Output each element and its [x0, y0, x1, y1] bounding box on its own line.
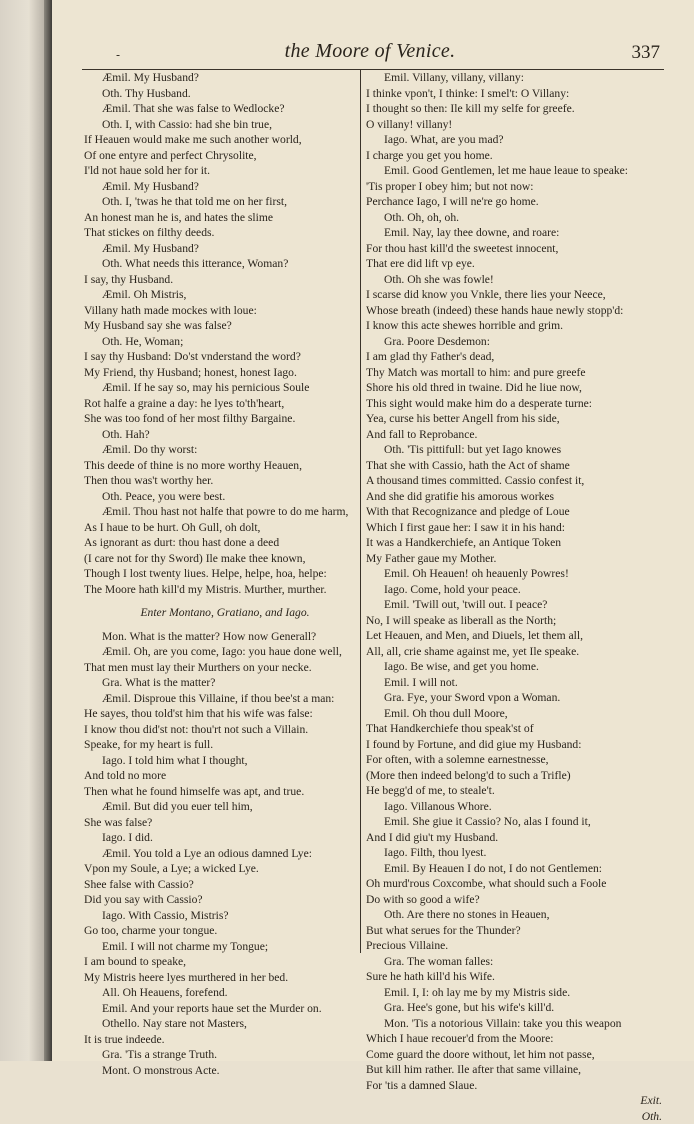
text-line: Do with so good a wife? [366, 892, 662, 908]
text-line: That Handkerchiefe thou speak'st of [366, 721, 662, 737]
text-line: It is true indeede. [84, 1032, 366, 1048]
text-line: Emil. Good Gentlemen, let me haue leaue to speake: [366, 163, 662, 179]
text-line: Exit. [366, 1093, 662, 1109]
text-line: All, all, crie shame against me, yet Ile speake. [366, 644, 662, 660]
text-line [84, 621, 366, 629]
text-line: Oth. I, with Cassio: had she bin true, [84, 117, 366, 133]
text-line: Æmil. But did you euer tell him, [84, 799, 366, 815]
text-line: I thinke vpon't, I thinke: I smel't: O Villany: [366, 86, 662, 102]
text-line: Æmil. You told a Lye an odious damned Lye: [84, 846, 366, 862]
text-line: Othello. Nay stare not Masters, [84, 1016, 366, 1032]
text-line: I say thy Husband: Do'st vnderstand the word? [84, 349, 366, 365]
text-line: That ere did lift vp eye. [366, 256, 662, 272]
text-line: Oth. Oh she was fowle! [366, 272, 662, 288]
text-line: Speake, for my heart is full. [84, 737, 366, 753]
text-line: I thought so then: Ile kill my selfe for greefe. [366, 101, 662, 117]
text-line: Then thou was't worthy her. [84, 473, 366, 489]
text-line: Of one entyre and perfect Chrysolite, [84, 148, 366, 164]
text-line: Emil. I will not. [366, 675, 662, 691]
text-line: Gra. 'Tis a strange Truth. [84, 1047, 366, 1063]
text-line [84, 597, 366, 605]
text-line: This deede of thine is no more worthy Heauen, [84, 458, 366, 474]
text-line: Oth. What needs this itterance, Woman? [84, 256, 366, 272]
text-line: Iago. Be wise, and get you home. [366, 659, 662, 675]
text-line: Oth. Hah? [84, 427, 366, 443]
text-line: Iago. Filth, thou lyest. [366, 845, 662, 861]
text-line: Emil. She giue it Cassio? No, alas I found it, [366, 814, 662, 830]
text-line: I charge you get you home. [366, 148, 662, 164]
text-line: No, I will speake as liberall as the North; [366, 613, 662, 629]
text-line: For often, with a solemne earnestnesse, [366, 752, 662, 768]
text-line: And I did giu't my Husband. [366, 830, 662, 846]
text-line: Go too, charme your tongue. [84, 923, 366, 939]
text-line: Emil. Oh Heauen! oh heauenly Powres! [366, 566, 662, 582]
text-line: Villany hath made mockes with loue: [84, 303, 366, 319]
text-line: As I haue to be hurt. Oh Gull, oh dolt, [84, 520, 366, 536]
text-line: Æmil. Thou hast not halfe that powre to do me harm, [84, 504, 366, 520]
text-line: Emil. By Heauen I do not, I do not Gentlemen: [366, 861, 662, 877]
text-line: Gra. Fye, your Sword vpon a Woman. [366, 690, 662, 706]
text-line: Oth. Peace, you were best. [84, 489, 366, 505]
text-line: Oth. 'Tis pittifull: but yet Iago knowes [366, 442, 662, 458]
text-line: Mon. What is the matter? How now Generall? [84, 629, 366, 645]
text-line: It was a Handkerchiefe, an Antique Token [366, 535, 662, 551]
text-line: Emil. Villany, villany, villany: [366, 70, 662, 86]
text-line: An honest man he is, and hates the slime [84, 210, 366, 226]
left-text-column [84, 70, 366, 1078]
text-line: My Friend, thy Husband; honest, honest Iago. [84, 365, 366, 381]
text-line: Æmil. My Husband? [84, 70, 366, 86]
text-line: Thy Match was mortall to him: and pure greefe [366, 365, 662, 381]
text-line: Shore his old thred in twaine. Did he liue now, [366, 380, 662, 396]
text-line: Enter Montano, Gratiano, and Iago. [84, 605, 366, 621]
text-line: For 'tis a damned Slaue. [366, 1078, 662, 1094]
text-line: Oth. [366, 1109, 662, 1124]
text-line: A thousand times committed. Cassio confest it, [366, 473, 662, 489]
text-line: The Moore hath kill'd my Mistris. Murther, murther. [84, 582, 366, 598]
text-line: Iago. Villanous Whore. [366, 799, 662, 815]
text-line: That she with Cassio, hath the Act of shame [366, 458, 662, 474]
text-line: I am glad thy Father's dead, [366, 349, 662, 365]
running-title: the Moore of Venice. [80, 40, 660, 63]
text-line: Gra. Hee's gone, but his wife's kill'd. [366, 1000, 662, 1016]
text-line: Precious Villaine. [366, 938, 662, 954]
text-line: That stickes on filthy deeds. [84, 225, 366, 241]
text-line: I know this acte shewes horrible and grim. [366, 318, 662, 334]
text-line: Oth. Thy Husband. [84, 86, 366, 102]
text-line: Gra. The woman falles: [366, 954, 662, 970]
text-line: Gra. What is the matter? [84, 675, 366, 691]
text-line: For thou hast kill'd the sweetest innocent, [366, 241, 662, 257]
text-line: But what serues for the Thunder? [366, 923, 662, 939]
text-line: I found by Fortune, and did giue my Husband: [366, 737, 662, 753]
text-line: As ignorant as durt: thou hast done a deed [84, 535, 366, 551]
text-line: Shee false with Cassio? [84, 877, 366, 893]
text-line: O villany! villany! [366, 117, 662, 133]
text-line: Emil. I, I: oh lay me by my Mistris side. [366, 985, 662, 1001]
text-line: Iago. I did. [84, 830, 366, 846]
right-text-column [366, 70, 662, 1124]
text-line: Oh murd'rous Coxcombe, what should such a Foole [366, 876, 662, 892]
page-number: 337 [632, 42, 661, 64]
text-line: Vpon my Soule, a Lye; a wicked Lye. [84, 861, 366, 877]
text-line: Let Heauen, and Men, and Diuels, let them all, [366, 628, 662, 644]
text-line: 'Tis proper I obey him; but not now: [366, 179, 662, 195]
text-line: Emil. 'Twill out, 'twill out. I peace? [366, 597, 662, 613]
text-line: Then what he found himselfe was apt, and true. [84, 784, 366, 800]
page-header [80, 38, 660, 68]
text-line: She was too fond of her most filthy Bargaine. [84, 411, 366, 427]
text-line: Oth. I, 'twas he that told me on her first, [84, 194, 366, 210]
text-line: Which I first gaue her: I saw it in his hand: [366, 520, 662, 536]
text-line: Gra. Poore Desdemon: [366, 334, 662, 350]
text-line: Æmil. Do thy worst: [84, 442, 366, 458]
text-line: I am bound to speake, [84, 954, 366, 970]
page-fold-shadow [44, 0, 52, 1061]
text-line: Which I haue recouer'd from the Moore: [366, 1031, 662, 1047]
text-line: Though I lost twenty liues. Helpe, helpe, hoa, helpe: [84, 566, 366, 582]
text-line: And she did gratifie his amorous workes [366, 489, 662, 505]
header-dash: - [116, 48, 120, 62]
text-line: Æmil. Oh Mistris, [84, 287, 366, 303]
text-line: Whose breath (indeed) these hands haue newly stopp'd: [366, 303, 662, 319]
text-line: Æmil. Disproue this Villaine, if thou bee'st a man: [84, 691, 366, 707]
text-line: With that Recognizance and pledge of Loue [366, 504, 662, 520]
text-line: Iago. What, are you mad? [366, 132, 662, 148]
text-line: Emil. And your reports haue set the Murder on. [84, 1001, 366, 1017]
text-line: Æmil. If he say so, may his pernicious Soule [84, 380, 366, 396]
book-page [52, 0, 694, 1061]
text-line: And fall to Reprobance. [366, 427, 662, 443]
text-line: All. Oh Heauens, forefend. [84, 985, 366, 1001]
text-line: Æmil. My Husband? [84, 241, 366, 257]
text-line: Yea, curse his better Angell from his side, [366, 411, 662, 427]
text-line: Come guard the doore without, let him not passe, [366, 1047, 662, 1063]
text-line: Æmil. That she was false to Wedlocke? [84, 101, 366, 117]
text-line: That men must lay their Murthers on your necke. [84, 660, 366, 676]
text-line: Perchance Iago, I will ne're go home. [366, 194, 662, 210]
text-line: Iago. With Cassio, Mistris? [84, 908, 366, 924]
text-line: Emil. Oh thou dull Moore, [366, 706, 662, 722]
text-line: Sure he hath kill'd his Wife. [366, 969, 662, 985]
text-line: Mon. 'Tis a notorious Villain: take you this weapon [366, 1016, 662, 1032]
text-line: My Father gaue my Mother. [366, 551, 662, 567]
text-line: My Husband say she was false? [84, 318, 366, 334]
text-line: I know thou did'st not: thou'rt not such a Villain. [84, 722, 366, 738]
text-line: He begg'd of me, to steale't. [366, 783, 662, 799]
text-line: Oth. Oh, oh, oh. [366, 210, 662, 226]
text-line: My Mistris heere lyes murthered in her bed. [84, 970, 366, 986]
text-line: And told no more [84, 768, 366, 784]
text-line: Rot halfe a graine a day: he lyes to'th'heart, [84, 396, 366, 412]
text-line: (I care not for thy Sword) Ile make thee known, [84, 551, 366, 567]
text-line: Oth. He, Woman; [84, 334, 366, 350]
text-line: Æmil. My Husband? [84, 179, 366, 195]
text-line: Oth. Are there no stones in Heauen, [366, 907, 662, 923]
text-line: Mont. O monstrous Acte. [84, 1063, 366, 1079]
text-line: I'ld not haue sold her for it. [84, 163, 366, 179]
text-line: Iago. Come, hold your peace. [366, 582, 662, 598]
text-line: Æmil. Oh, are you come, Iago: you haue done well, [84, 644, 366, 660]
text-line: He sayes, thou told'st him that his wife was false: [84, 706, 366, 722]
text-line: I scarse did know you Vnkle, there lies your Neece, [366, 287, 662, 303]
text-line: (More then indeed belong'd to such a Trifle) [366, 768, 662, 784]
text-line: Emil. Nay, lay thee downe, and roare: [366, 225, 662, 241]
text-line: Did you say with Cassio? [84, 892, 366, 908]
text-line: I say, thy Husband. [84, 272, 366, 288]
text-line: If Heauen would make me such another world, [84, 132, 366, 148]
text-line: But kill him rather. Ile after that same villaine, [366, 1062, 662, 1078]
text-line: Iago. I told him what I thought, [84, 753, 366, 769]
text-line: Emil. I will not charme my Tongue; [84, 939, 366, 955]
text-line: This sight would make him do a desperate turne: [366, 396, 662, 412]
text-line: She was false? [84, 815, 366, 831]
